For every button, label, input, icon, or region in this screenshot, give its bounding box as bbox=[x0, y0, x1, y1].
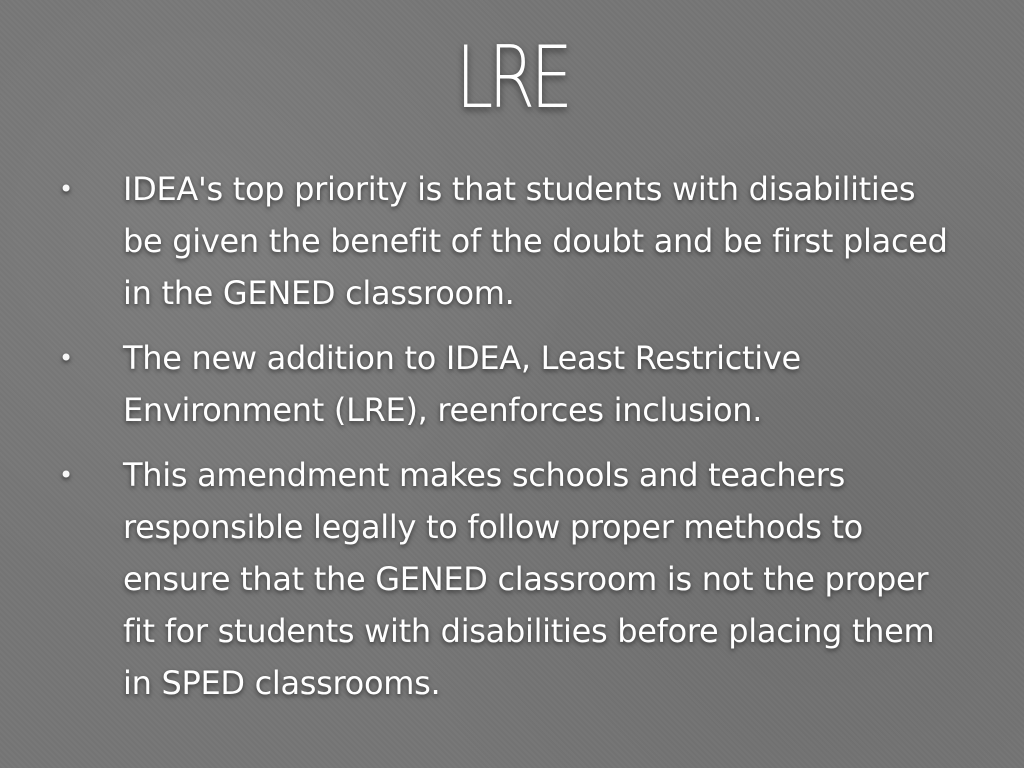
bullet-text: This amendment makes schools and teachers responsible legally to follow proper methods to ensure that the GENED classroom is not the proper fit for students with disabilities before placing them in SPED classrooms. bbox=[123, 456, 935, 702]
bullet-marker: • bbox=[59, 461, 73, 489]
bullet-item bbox=[52, 332, 952, 436]
bullet-text: The new addition to IDEA, Least Restrictive Environment (LRE), reenforces inclusion. bbox=[123, 339, 801, 429]
bullet-item bbox=[52, 163, 952, 319]
bullet-marker: • bbox=[59, 175, 73, 203]
slide-title: LRE bbox=[455, 28, 569, 128]
bullet-item bbox=[52, 449, 952, 709]
bullet-list bbox=[52, 163, 952, 702]
bullet-marker: • bbox=[59, 344, 73, 372]
bullet-text: IDEA's top priority is that students with disabilities be given the benefit of the doubt and be first placed in the GENED classroom. bbox=[123, 170, 948, 312]
